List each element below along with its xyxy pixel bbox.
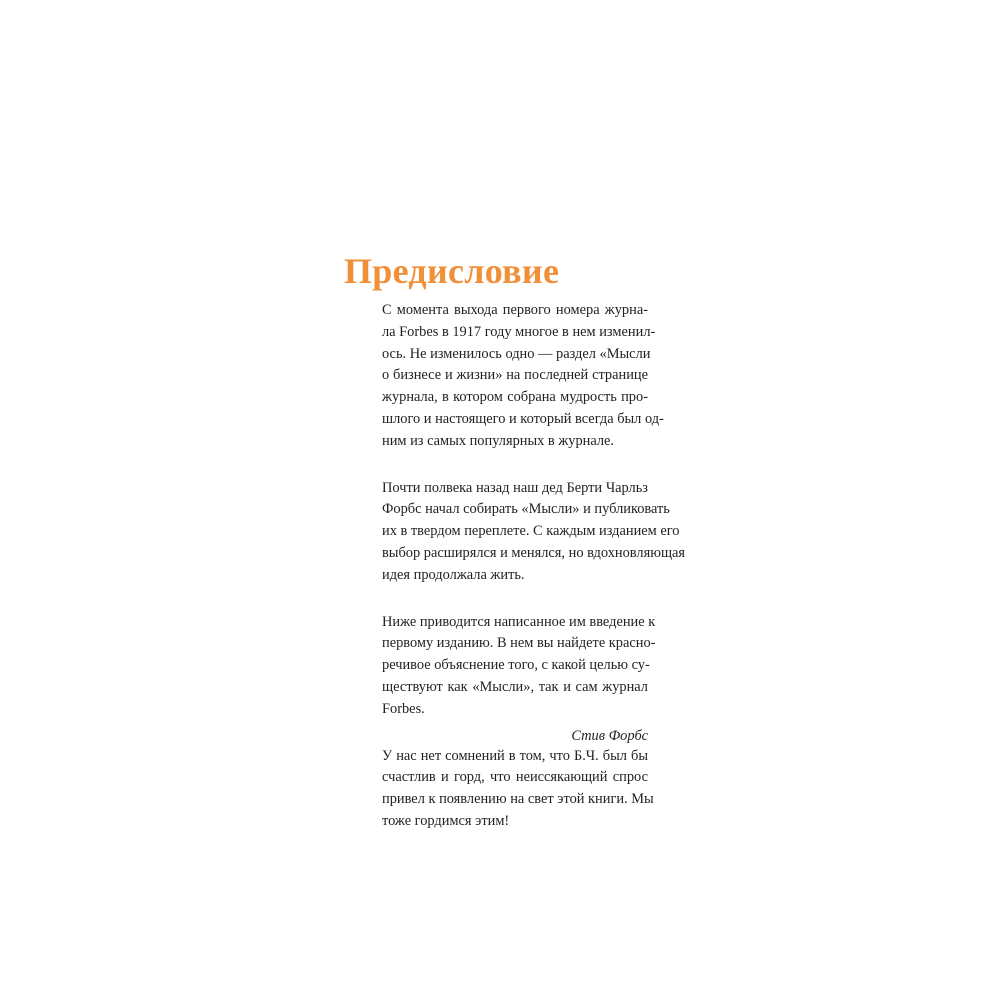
- text-line: ла Forbes в 1917 году многое в нем изменил-: [382, 323, 656, 340]
- text-line: С момента выхода первого номера журна-: [382, 302, 648, 318]
- text-line: У нас нет сомнений в том, что Б.Ч. был бы: [382, 747, 648, 764]
- text-line: Forbes.: [382, 700, 425, 717]
- text-line: выбор расширялся и менялся, но вдохновляющая: [382, 544, 686, 561]
- paragraph-4: [382, 746, 654, 833]
- text-line: первому изданию. В нем вы найдете красно-: [382, 635, 656, 652]
- text-line: идея продолжала жить.: [382, 566, 525, 583]
- author-signature: Стив Форбс: [571, 728, 648, 744]
- text-line: Форбс начал собирать «Мысли» и публиковать: [382, 501, 670, 518]
- text-line: шлого и настоящего и который всегда был од-: [382, 410, 664, 427]
- text-line: Ниже приводится написанное им введение к: [382, 613, 656, 630]
- text-line: речивое объяснение того, с какой целью су-: [382, 657, 650, 674]
- text-line: их в твердом переплете. С каждым изданием его: [382, 523, 680, 540]
- text-line: привел к появлению на свет этой книги. Мы: [382, 791, 654, 808]
- text-line: Почти полвека назад наш дед Берти Чарльз: [382, 479, 648, 496]
- text-line: журнала, в котором собрана мудрость про-: [382, 389, 648, 406]
- text-line: ществуют как «Мысли», так и сам журнал: [382, 678, 648, 695]
- text-line: о бизнесе и жизни» на последней странице: [382, 367, 648, 384]
- text-line: счастлив и горд, что неиссякающий спрос: [382, 769, 648, 786]
- text-line: тоже гордимся этим!: [382, 812, 510, 829]
- body-text: [382, 300, 686, 858]
- paragraph-1: [382, 300, 664, 453]
- text-line: ним из самых популярных в журнале.: [382, 432, 615, 449]
- text-line: ось. Не изменилось одно — раздел «Мысли: [382, 345, 651, 362]
- paragraph-3: [382, 612, 656, 721]
- paragraph-2: [382, 478, 686, 587]
- page-title: Предисловие: [344, 251, 560, 291]
